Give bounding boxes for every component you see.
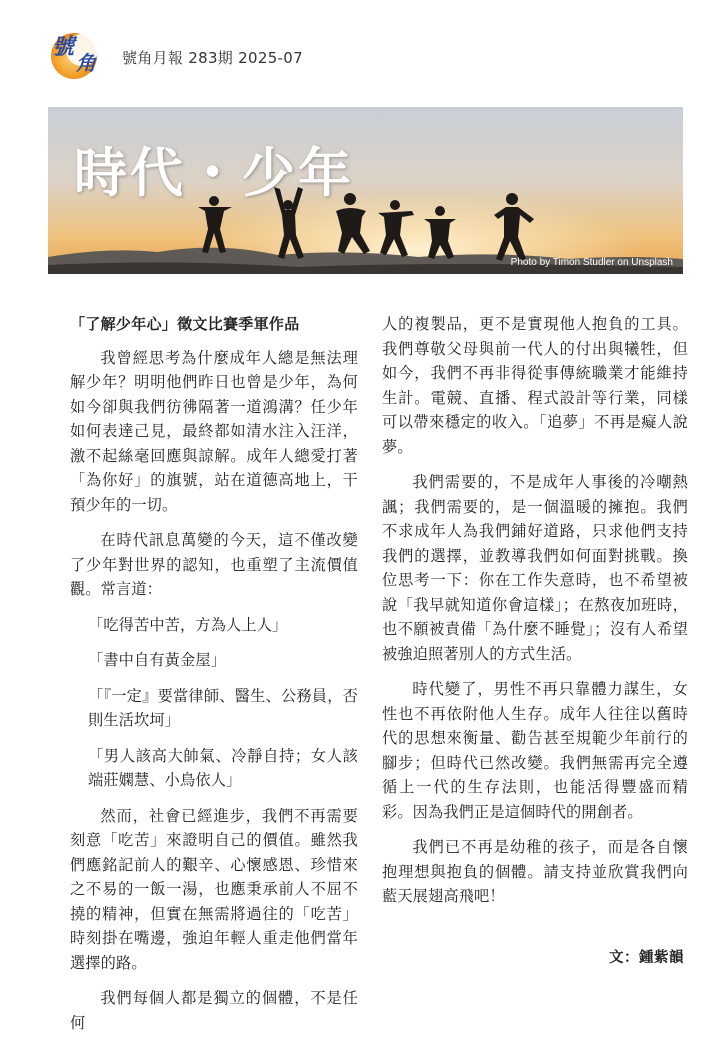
article-paragraph: 我曾經思考為什麼成年人總是無法理解少年？明明他們昨日也曾是少年，為何如今卻與我們彷彿隔著一道鴻溝？任少年如何表達己見，最終都如清水注入汪洋，激不起絲毫回應與諒解。成年人總愛打著「為你好」的旗號，站在道德高地上，干預少年的一切。 (70, 348, 358, 514)
article-paragraph: 時代變了，男性不再只靠體力謀生，女性也不再依附他人生存。成年人往往以舊時代的思想來衡量、勸告甚至規範少年前行的腳步；但時代已然改變。我們無需再完全遵循上一代的生存法則，也能活得豐盛而精彩。因為我們正是這個時代的開創者。 (382, 680, 688, 821)
quote-line: 「『一定』要當律師、醫生、公務員，否則生活坎坷」 (88, 686, 358, 729)
photo-credit: Photo by Timon Studler on Unsplash (510, 257, 673, 268)
article-column-left (70, 312, 358, 1046)
banner-title: 時代・少年 (74, 143, 354, 204)
issue-line: 號角月報 283期 2025-07 (122, 49, 303, 67)
article-paragraph: 我們已不再是幼稚的孩子，而是各自懷抱理想與抱負的個體。請支持並欣賞我們向藍天展翅高飛吧！ (382, 838, 688, 905)
quote-line: 「吃得苦中苦，方為人上人」 (88, 615, 288, 634)
svg-text:號: 號 (52, 34, 75, 60)
quote-line: 「書中自有黃金屋」 (88, 651, 227, 669)
banner-photo (48, 107, 683, 274)
article-paragraph: 然而，社會已經進步，我們不再需要刻意「吃苦」來證明自己的價值。雖然我們應銘記前人的艱辛、心懷感恩、珍惜來之不易的一飯一湯，也應秉承前人不屈不撓的精神，但實在無需將過往的「吃苦」時刻掛在嘴邊，強迫年輕人重走他們當年選擇的路。 (70, 806, 358, 972)
article-paragraph: 我們每個人都是獨立的個體，不是任何 (70, 989, 358, 1032)
article-paragraph: 人的複製品，更不是實現他人抱負的工具。我們尊敬父母與前一代人的付出與犧牲，但如今，我們不再非得從事傳統職業才能維持生計。電競、直播、程式設計等行業，同樣可以帶來穩定的收入。「追夢」不再是癡人說夢。 (382, 315, 688, 456)
article-column-right (382, 312, 688, 920)
article-paragraph: 我們需要的，不是成年人事後的冷嘲熱諷；我們需要的，是一個溫暖的擁抱。我們不求成年人為我們鋪好道路，只求他們支持我們的選擇，並教導我們如何面對挑戰。換位思考一下：你在工作失意時，也不希望被說「我早就知道你會這樣」；在熬夜加班時，也不願被責備「為什麼不睡覺」；沒有人希望被強迫照著別人的方式生活。 (382, 473, 688, 663)
article-headline: 「了解少年心」徵文比賽季軍作品 (70, 315, 300, 333)
svg-text:角: 角 (76, 51, 96, 75)
quote-line: 「男人該高大帥氣、冷靜自持；女人該端莊嫻慧、小鳥依人」 (88, 746, 358, 789)
author-byline: 文：鍾紫韻 (609, 950, 684, 966)
magazine-logo (48, 26, 112, 82)
article-paragraph: 在時代訊息萬變的今天，這不僅改變了少年對世界的認知，也重塑了主流價值觀。常言道： (70, 531, 358, 598)
